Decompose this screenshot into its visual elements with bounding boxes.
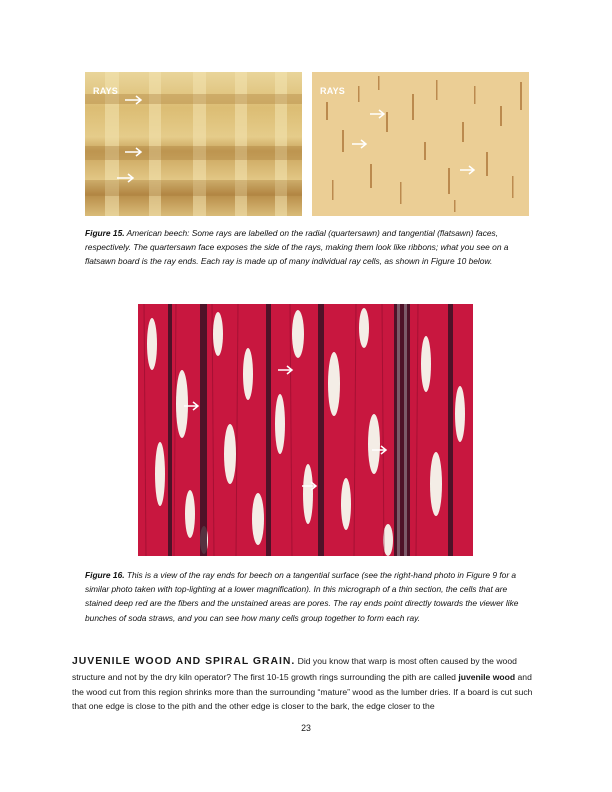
figure-16-micrograph bbox=[138, 304, 473, 556]
figure-16-caption bbox=[85, 568, 533, 625]
figure-15-caption-title: Figure 15. bbox=[85, 228, 125, 238]
figure-15-tangential-photo bbox=[312, 72, 529, 216]
rays-label: RAYS bbox=[320, 86, 345, 96]
section-text-1: Did you know that warp is most often caused by the wood structure and not by the dry kiln operator? The first 10-15 growth rings surrounding the pith are called bbox=[72, 656, 517, 682]
section-term: juvenile wood bbox=[458, 671, 516, 682]
page-number: 23 bbox=[301, 723, 311, 733]
rays-label: RAYS bbox=[93, 86, 118, 96]
figure-16-caption-title: Figure 16. bbox=[85, 570, 125, 580]
figure-15-radial-photo bbox=[85, 72, 302, 216]
juvenile-wood-section bbox=[72, 654, 542, 714]
section-heading: JUVENILE WOOD AND SPIRAL GRAIN. bbox=[72, 656, 296, 667]
figure-15-caption bbox=[85, 226, 533, 269]
figure-15-caption-text: American beech: Some rays are labelled on the radial (quartersawn) and tangential (flatsawn) faces, respectively. The quartersawn face exposes the side of the rays, making them look like ribbons; what you see on a flatsawn board is the ray ends. Each ray is made up of many individual ray cells, as shown in Figure 10 below. bbox=[85, 228, 509, 267]
section-text-2: and the wood cut from this region shrinks more than the surrounding “mature” wood as the lumber dries. If a board is cut such that one edge is close to the pith and the other edge is closer to the bark, the edge closer to the bbox=[72, 671, 533, 712]
figure-16-caption-text: This is a view of the ray ends for beech on a tangential surface (see the right-hand photo in Figure 9 for a similar photo taken with top-lighting at a lower magnification). In this micrograph of a thin section, the cells that are stained deep red are the fibers and the unstained areas are pores. The ray ends point directly towards the viewer like bunches of soda straws, and you can see how many cells group together to form each ray. bbox=[85, 570, 519, 623]
